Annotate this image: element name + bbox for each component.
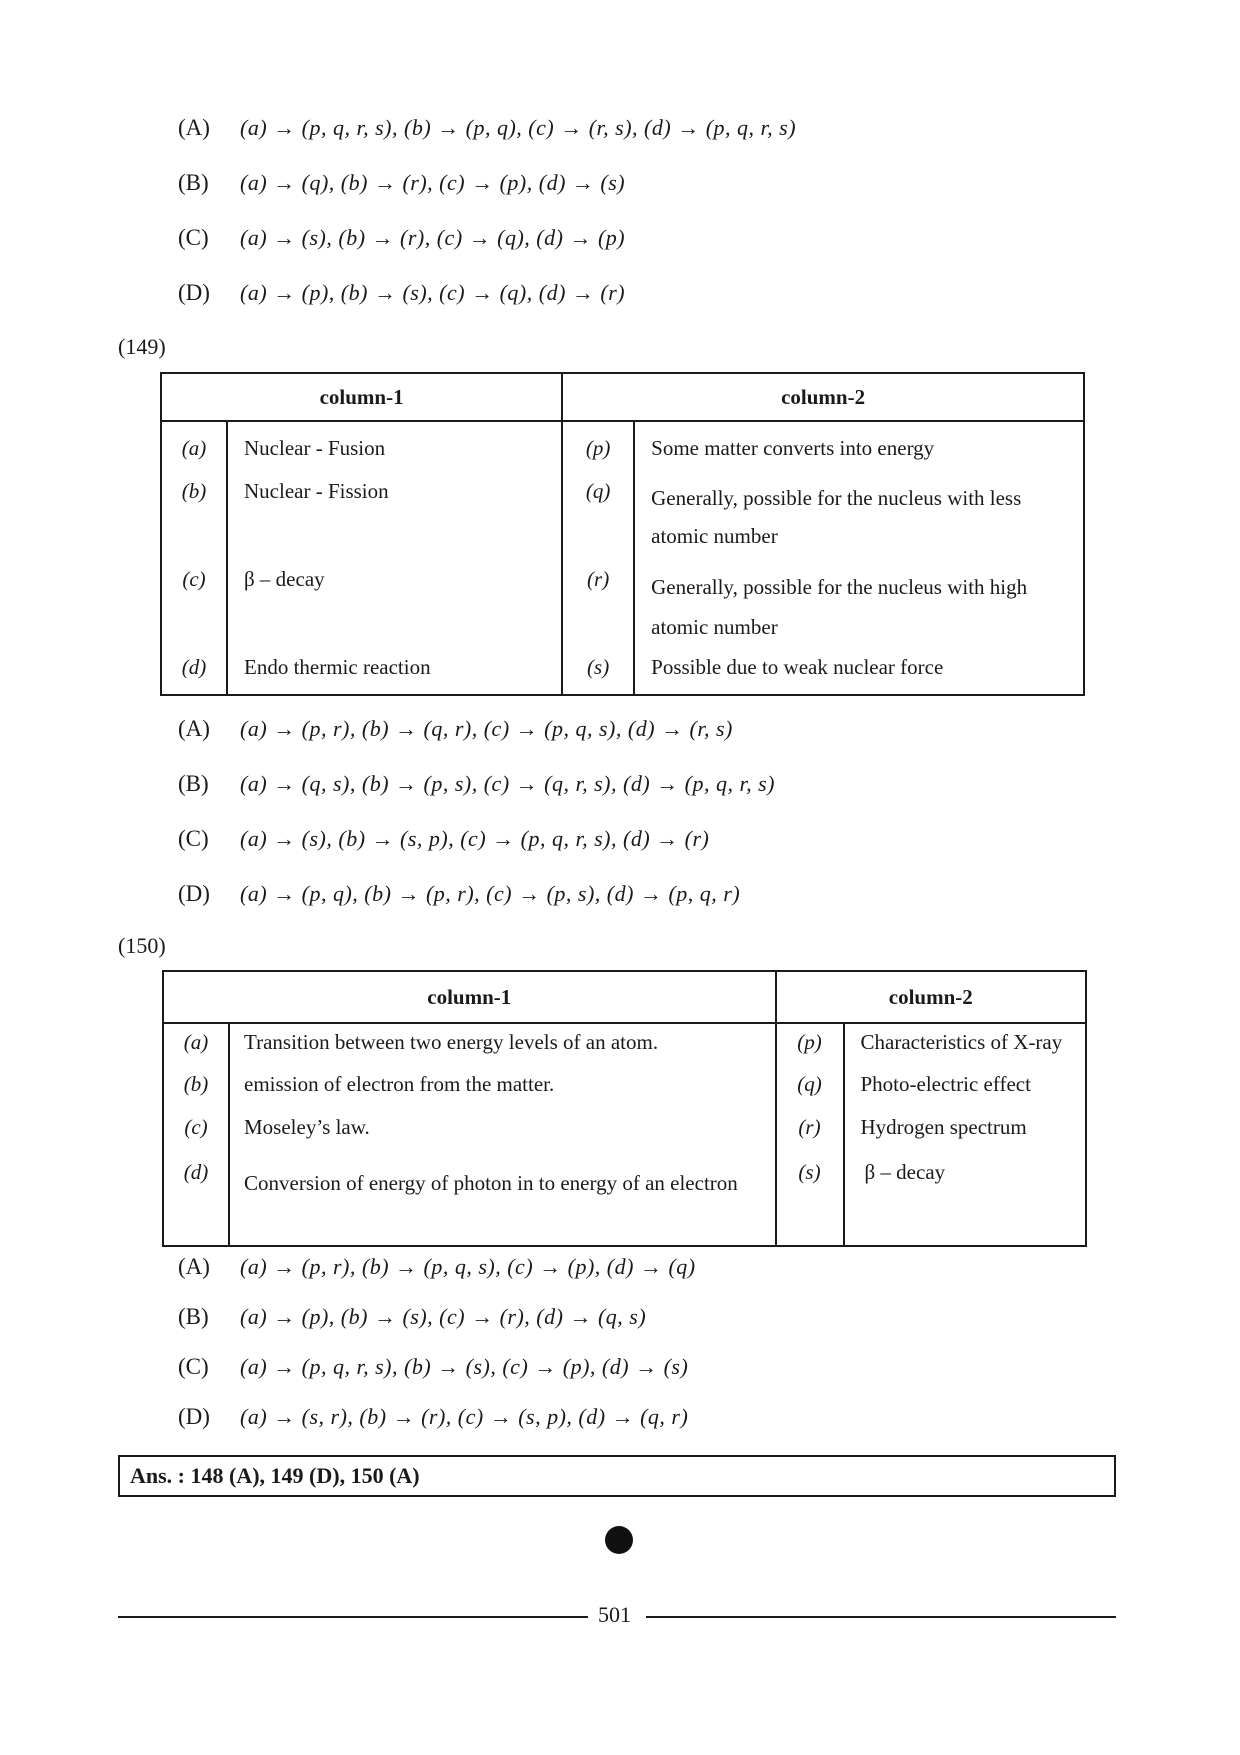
footer-rule-right [646, 1616, 1116, 1618]
table-row: (d) Conversion of energy of photon in to energy of an electron (s) β – decay [163, 1154, 1086, 1246]
table-row: (d) Endo thermic reaction (s) Possible due to weak nuclear force [161, 651, 1084, 695]
answer-box: Ans. : 148 (A), 149 (D), 150 (A) [118, 1455, 1116, 1497]
table-row: (a) Transition between two energy levels of an atom. (p) Characteristics of X-ray [163, 1023, 1086, 1066]
q150-option-d: (D) (a) → (s, r), (b) → (r), (c) → (s, p), (d) → (q, r) [178, 1404, 689, 1429]
match-table-149 [160, 372, 1085, 696]
column-1-header: column-1 [163, 971, 776, 1023]
page-number: 501 [598, 1602, 631, 1627]
bullet-dot [605, 1526, 633, 1554]
q150-option-c: (C) (a) → (p, q, r, s), (b) → (s), (c) → (p), (d) → (s) [178, 1354, 689, 1379]
table-row: (c) β – decay (r) Generally, possible for the nucleus with high atomic number [161, 561, 1084, 651]
question-number: (150) [118, 933, 166, 958]
q148-option-b: (B) (a) → (q), (b) → (r), (c) → (p), (d) → (s) [178, 170, 626, 195]
footer-rule-left [118, 1616, 588, 1618]
column-2-header: column-2 [776, 971, 1087, 1023]
match-table-150 [162, 970, 1087, 1247]
table-row: (a) Nuclear - Fusion (p) Some matter converts into energy [161, 421, 1084, 469]
question-number: (149) [118, 334, 166, 359]
q148-option-d: (D) (a) → (p), (b) → (s), (c) → (q), (d) → (r) [178, 280, 626, 305]
q150-option-a: (A) (a) → (p, r), (b) → (p, q, s), (c) → (p), (d) → (q) [178, 1254, 696, 1279]
q149-option-a: (A) (a) → (p, r), (b) → (q, r), (c) → (p, q, s), (d) → (r, s) [178, 716, 733, 741]
q149-option-b: (B) (a) → (q, s), (b) → (p, s), (c) → (q, r, s), (d) → (p, q, r, s) [178, 771, 775, 796]
table-row: (b) emission of electron from the matter. (q) Photo-electric effect [163, 1066, 1086, 1109]
column-1-header: column-1 [161, 373, 562, 421]
table-row: (c) Moseley’s law. (r) Hydrogen spectrum [163, 1109, 1086, 1154]
q150-option-b: (B) (a) → (p), (b) → (s), (c) → (r), (d) → (q, s) [178, 1304, 647, 1329]
table-row: (b) Nuclear - Fission (q) Generally, possible for the nucleus with less atomic number [161, 469, 1084, 561]
q149-option-c: (C) (a) → (s), (b) → (s, p), (c) → (p, q, r, s), (d) → (r) [178, 826, 710, 851]
q148-option-a: (A) (a) → (p, q, r, s), (b) → (p, q), (c) → (r, s), (d) → (p, q, r, s) [178, 115, 797, 140]
column-2-header: column-2 [562, 373, 1084, 421]
q148-option-c: (C) (a) → (s), (b) → (r), (c) → (q), (d) → (p) [178, 225, 626, 250]
q149-option-d: (D) (a) → (p, q), (b) → (p, r), (c) → (p, s), (d) → (p, q, r) [178, 881, 741, 906]
